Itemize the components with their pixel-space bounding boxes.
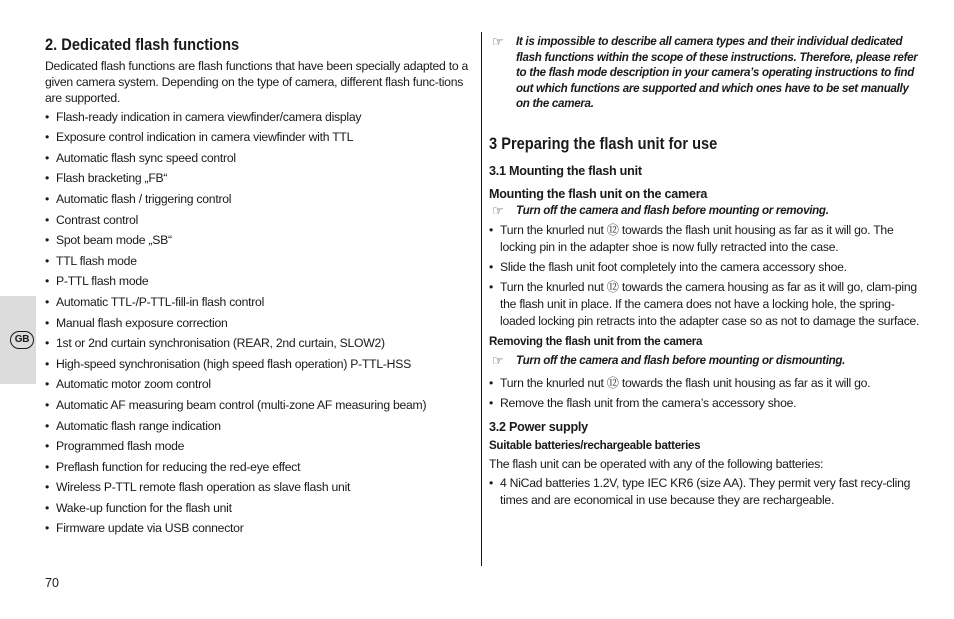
bullet-icon: • — [45, 397, 50, 412]
feature-list-item — [45, 210, 470, 231]
bullet-icon: • — [489, 476, 494, 491]
removing-heading: Removing the flash unit from the camera — [489, 334, 703, 348]
column-divider — [481, 32, 482, 566]
top-note-text: It is impossible to describe all camera types and their individual dedicated flash functions within the scope of these instructions. Therefore, please refer to the flash mode description in your camera’s operating instructions to find out which functions are supported and which ones have to be set manually on the camera. — [516, 35, 918, 111]
bullet-icon: • — [45, 315, 50, 330]
feature-list-item — [45, 395, 470, 416]
feature-label: Automatic motor zoom control — [56, 377, 211, 392]
feature-list-item — [45, 333, 470, 354]
mounting-heading: Mounting the flash unit on the camera — [489, 186, 708, 201]
feature-label: Contrast control — [56, 212, 139, 227]
bullet-icon: • — [45, 253, 50, 268]
remove-note-text: Turn off the camera and flash before mounting or dismounting. — [516, 353, 846, 367]
batteries-intro: The flash unit can be operated with any of the following batteries: — [489, 457, 824, 472]
feature-list-item — [45, 251, 470, 272]
feature-label: Automatic TTL-/P-TTL-fill-in flash control — [56, 294, 265, 309]
bullet-icon: • — [45, 418, 50, 433]
feature-label: TTL flash mode — [56, 253, 137, 268]
bullet-icon: • — [489, 222, 494, 237]
bullet-icon: • — [45, 480, 50, 495]
feature-list-item — [45, 498, 470, 519]
bullet-icon: • — [45, 274, 50, 289]
feature-list-item — [45, 148, 470, 169]
feature-list-item — [45, 292, 470, 313]
mount-step — [489, 259, 921, 276]
feature-list-item — [45, 127, 470, 148]
bullet-icon: • — [45, 521, 50, 536]
feature-label: Wake-up function for the flash unit — [56, 500, 232, 515]
feature-label: High-speed synchronisation (high speed flash operation) P-TTL-HSS — [56, 356, 411, 371]
bullet-icon: • — [45, 459, 50, 474]
bullet-icon: • — [45, 356, 50, 371]
feature-list-item — [45, 230, 470, 251]
left-column — [45, 34, 470, 539]
bullet-icon: • — [45, 233, 50, 248]
feature-label: Automatic flash / triggering control — [56, 191, 232, 206]
intro-paragraph: Dedicated flash functions are flash functions that have been specially adapted to a given camera system. Depending on the type of camera, different flash func-tions are supported. — [45, 59, 469, 106]
bullet-icon: • — [489, 279, 494, 294]
section-heading-dedicated-flash: 2. Dedicated flash functions — [45, 35, 240, 54]
feature-label: Wireless P-TTL remote flash operation as slave flash unit — [56, 480, 351, 495]
feature-list-item — [45, 436, 470, 457]
feature-label: Preflash function for reducing the red-eye effect — [56, 459, 301, 474]
mount-note — [489, 203, 921, 219]
feature-list-item — [45, 416, 470, 437]
top-note — [489, 34, 921, 112]
mount-step-text: Slide the flash unit foot completely into the camera accessory shoe. — [500, 259, 847, 274]
feature-label: Automatic AF measuring beam control (multi-zone AF measuring beam) — [56, 397, 427, 412]
right-column — [489, 34, 921, 509]
remove-step-text: Turn the knurled nut ⑫ towards the flash unit housing as far as it will go. — [500, 376, 871, 391]
feature-label: P-TTL flash mode — [56, 274, 149, 289]
feature-list — [45, 107, 470, 539]
feature-list-item — [45, 271, 470, 292]
mount-steps-list — [489, 222, 921, 330]
feature-label: Flash bracketing „FB“ — [56, 171, 168, 186]
feature-list-item — [45, 477, 470, 498]
remove-step — [489, 395, 921, 412]
feature-label: Automatic flash sync speed control — [56, 150, 236, 165]
remove-step — [489, 375, 921, 392]
bullet-icon: • — [45, 171, 50, 186]
feature-list-item — [45, 457, 470, 478]
remove-note — [489, 353, 921, 369]
mount-step-text: Turn the knurled nut ⑫ towards the camera housing as far as it will go, clam-ping the flash unit in place. If the camera does not have a locking hole, the spring-loaded locking pin retracts into the adapter case so as not to damage the surface. — [500, 279, 920, 328]
pointing-hand-icon: ☞ — [492, 352, 504, 368]
feature-list-item — [45, 168, 470, 189]
bullet-icon: • — [45, 439, 50, 454]
feature-label: Firmware update via USB connector — [56, 521, 244, 536]
remove-step-text: Remove the flash unit from the camera’s accessory shoe. — [500, 396, 797, 411]
feature-list-item — [45, 107, 470, 128]
feature-label: Spot beam mode „SB“ — [56, 233, 172, 248]
feature-label: 1st or 2nd curtain synchronisation (REAR, 2nd curtain, SLOW2) — [56, 336, 385, 351]
bullet-icon: • — [45, 212, 50, 227]
pointing-hand-icon: ☞ — [492, 34, 504, 49]
bullet-icon: • — [45, 150, 50, 165]
subsection-3-1-heading: 3.1 Mounting the flash unit — [489, 163, 642, 178]
mount-step — [489, 222, 921, 256]
battery-item — [489, 475, 921, 509]
bullet-icon: • — [45, 377, 50, 392]
mount-note-text: Turn off the camera and flash before mounting or removing. — [516, 203, 829, 217]
bullet-icon: • — [489, 259, 494, 274]
feature-label: Exposure control indication in camera viewfinder with TTL — [56, 130, 354, 145]
bullet-icon: • — [45, 109, 50, 124]
bullet-icon: • — [45, 191, 50, 206]
feature-list-item — [45, 374, 470, 395]
bullet-icon: • — [45, 130, 50, 145]
mount-step — [489, 279, 921, 330]
bullet-icon: • — [45, 500, 50, 515]
page-number: 70 — [45, 576, 59, 590]
pointing-hand-icon: ☞ — [492, 202, 504, 218]
feature-list-item — [45, 354, 470, 375]
bullet-icon: • — [489, 376, 494, 391]
feature-label: Manual flash exposure correction — [56, 315, 228, 330]
batteries-list — [489, 475, 921, 509]
remove-steps-list — [489, 375, 921, 412]
feature-list-item — [45, 518, 470, 539]
feature-label: Programmed flash mode — [56, 439, 185, 454]
feature-list-item — [45, 189, 470, 210]
bullet-icon: • — [45, 294, 50, 309]
mount-step-text: Turn the knurled nut ⑫ towards the flash unit housing as far as it will go. The locking pin in the adapter shoe is now fully retracted into the case. — [500, 222, 894, 254]
feature-label: Automatic flash range indication — [56, 418, 221, 433]
bullet-icon: • — [45, 336, 50, 351]
language-badge: GB — [10, 331, 34, 349]
section-heading-preparing: 3 Preparing the flash unit for use — [489, 133, 718, 153]
subsection-3-2-heading: 3.2 Power supply — [489, 420, 588, 435]
feature-label: Flash-ready indication in camera viewfinder/camera display — [56, 109, 362, 124]
feature-list-item — [45, 313, 470, 334]
battery-item-text: 4 NiCad batteries 1.2V, type IEC KR6 (size AA). They permit very fast recy-cling times and are economical in use because they are rechargeable. — [500, 476, 911, 508]
bullet-icon: • — [489, 396, 494, 411]
batteries-heading: Suitable batteries/rechargeable batteries — [489, 439, 701, 453]
